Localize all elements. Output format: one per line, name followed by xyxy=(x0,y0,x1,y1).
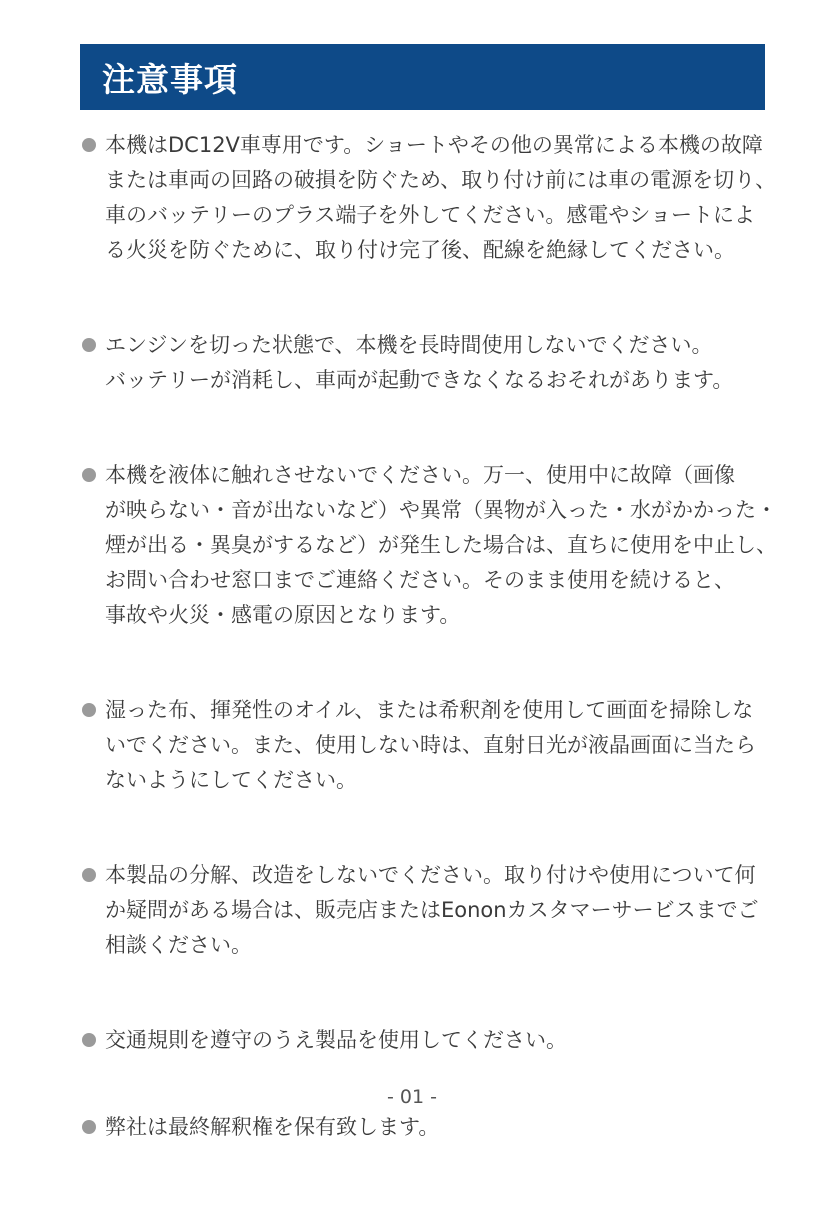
list-item xyxy=(80,858,780,963)
bullet-icon xyxy=(82,468,96,482)
item-text-line: が映らない・音が出ないなど）や異常（異物が入った・水がかかった・ xyxy=(105,498,777,522)
item-text-line: 交通規則を遵守のうえ製品を使用してください。 xyxy=(105,1028,567,1052)
item-text-line: 弊社は最終解釈権を保有致します。 xyxy=(105,1115,440,1139)
list-item xyxy=(80,128,780,268)
item-text-line: 湿った布、揮発性のオイル、または希釈剤を使用して画面を掃除しな xyxy=(105,698,754,722)
item-text-line: お問い合わせ窓口までご連絡ください。そのまま使用を続けると、 xyxy=(105,568,735,592)
item-text-line: 本製品の分解、改造をしないでください。取り付けや使用について何 xyxy=(105,863,756,887)
list-item xyxy=(80,1023,780,1058)
list-item xyxy=(80,693,780,798)
bullet-icon xyxy=(82,868,96,882)
list-item xyxy=(80,458,780,633)
item-text-line: または車両の回路の破損を防ぐため、取り付け前には車の電源を切り、 xyxy=(105,168,777,192)
list-item xyxy=(80,1110,780,1145)
item-text-line: ないようにしてください。 xyxy=(105,768,357,792)
bullet-icon xyxy=(82,1033,96,1047)
item-text-line: 煙が出る・異臭がするなど）が発生した場合は、直ちに使用を中止し、 xyxy=(105,533,777,557)
bullet-icon xyxy=(82,338,96,352)
item-text-line: エンジンを切った状態で、本機を長時間使用しないでください。 xyxy=(105,333,713,357)
page-title: 注意事項 xyxy=(102,59,238,99)
page-number: - 01 - xyxy=(387,1086,437,1108)
section-header xyxy=(80,44,765,110)
item-text-line: 本機はDC12V車専用です。ショートやその他の異常による本機の故障 xyxy=(105,133,763,157)
item-text-line: 相談ください。 xyxy=(105,933,252,957)
list-item xyxy=(80,328,780,398)
item-text-line: 本機を液体に触れさせないでください。万一、使用中に故障（画像 xyxy=(105,463,735,487)
item-text-line: 事故や火災・感電の原因となります。 xyxy=(105,603,461,627)
bullet-icon xyxy=(82,138,96,152)
caution-list xyxy=(80,128,780,1205)
item-text-line: バッテリーが消耗し、車両が起動できなくなるおそれがあります。 xyxy=(105,368,734,392)
bullet-icon xyxy=(82,703,96,717)
item-text-line: いでください。また、使用しない時は、直射日光が液晶画面に当たら xyxy=(105,733,756,757)
bullet-icon xyxy=(82,1120,96,1134)
item-text-line: か疑問がある場合は、販売店またはEononカスタマーサービスまでご xyxy=(105,898,759,922)
item-text-line: 車のバッテリーのプラス端子を外してください。感電やショートによ xyxy=(105,203,755,227)
item-text-line: る火災を防ぐために、取り付け完了後、配線を絶縁してください。 xyxy=(105,238,735,262)
